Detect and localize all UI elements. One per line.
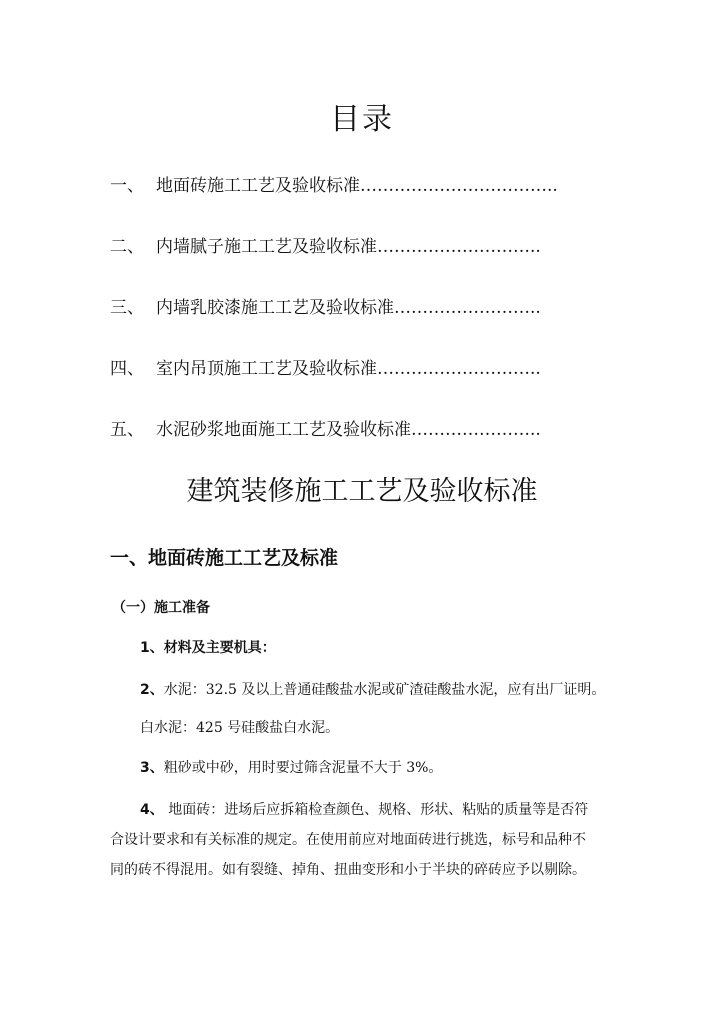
toc-item-number: 二、 [110, 237, 144, 257]
toc-item-leader: …………………….. [394, 298, 541, 318]
toc-item-label: 水泥砂浆地面施工工艺及验收标准 [156, 420, 411, 440]
section-heading: 一、地面砖施工工艺及标准 [110, 547, 339, 569]
toc-item-number: 五、 [110, 420, 144, 440]
toc-item-number: 一、 [110, 176, 144, 196]
paragraph-line: 合设计要求和有关标准的规定。在使用前应对地面砖进行挑选，标号和品种不 [110, 832, 586, 848]
paragraph-line: 同的砖不得混用。如有裂缝、掉角、扭曲变形和小于半块的碎砖应予以剔除。 [110, 862, 586, 878]
toc-item-label: 内墙腻子施工工艺及验收标准 [156, 237, 377, 257]
toc-item-label: 室内吊顶施工工艺及验收标准 [156, 359, 377, 379]
toc-item-leader: ……………………….. [377, 359, 541, 379]
toc-item-number: 四、 [110, 359, 144, 379]
list-item-white-cement: 白水泥：425 号硅酸盐白水泥。 [140, 720, 340, 736]
toc-item-number: 三、 [110, 298, 144, 318]
list-item-text: 水泥：32.5 及以上普通硅酸盐水泥或矿渣硅酸盐水泥，应有出厂证明。 [163, 682, 606, 698]
toc-item[interactable] [110, 296, 570, 320]
toc-item-label: 内墙乳胶漆施工工艺及验收标准 [156, 298, 394, 318]
list-item-materials: 1、材料及主要机具： [140, 640, 276, 656]
toc-item[interactable] [110, 357, 570, 381]
paragraph-line [110, 795, 610, 825]
list-item-cement [140, 679, 605, 701]
toc-item-leader: ………………….. [411, 420, 541, 440]
list-item-floor-tile [110, 795, 610, 885]
toc-title: 目录 [330, 102, 394, 137]
toc-item-leader: …………………………….. [360, 176, 558, 196]
list-item-number: 4、 [140, 802, 164, 818]
subsection-heading: （一）施工准备 [112, 600, 210, 616]
toc-item-label: 地面砖施工工艺及验收标准 [156, 176, 360, 196]
toc-item-leader: ……………………….. [377, 237, 541, 257]
list-item-text: 地面砖：进场后应拆箱检查颜色、规格、形状、粘贴的质量等是否符 [163, 802, 589, 818]
list-item-text: 粗砂或中砂，用时要过筛含泥量不大于 3%。 [163, 760, 443, 776]
toc-item[interactable] [110, 235, 570, 259]
toc-item[interactable] [110, 418, 570, 442]
document-title: 建筑装修施工工艺及验收标准 [186, 476, 538, 507]
list-item-sand [140, 757, 442, 779]
list-item-number: 3、 [140, 760, 164, 776]
list-item-number: 2、 [140, 682, 164, 698]
toc-item[interactable] [110, 174, 570, 198]
